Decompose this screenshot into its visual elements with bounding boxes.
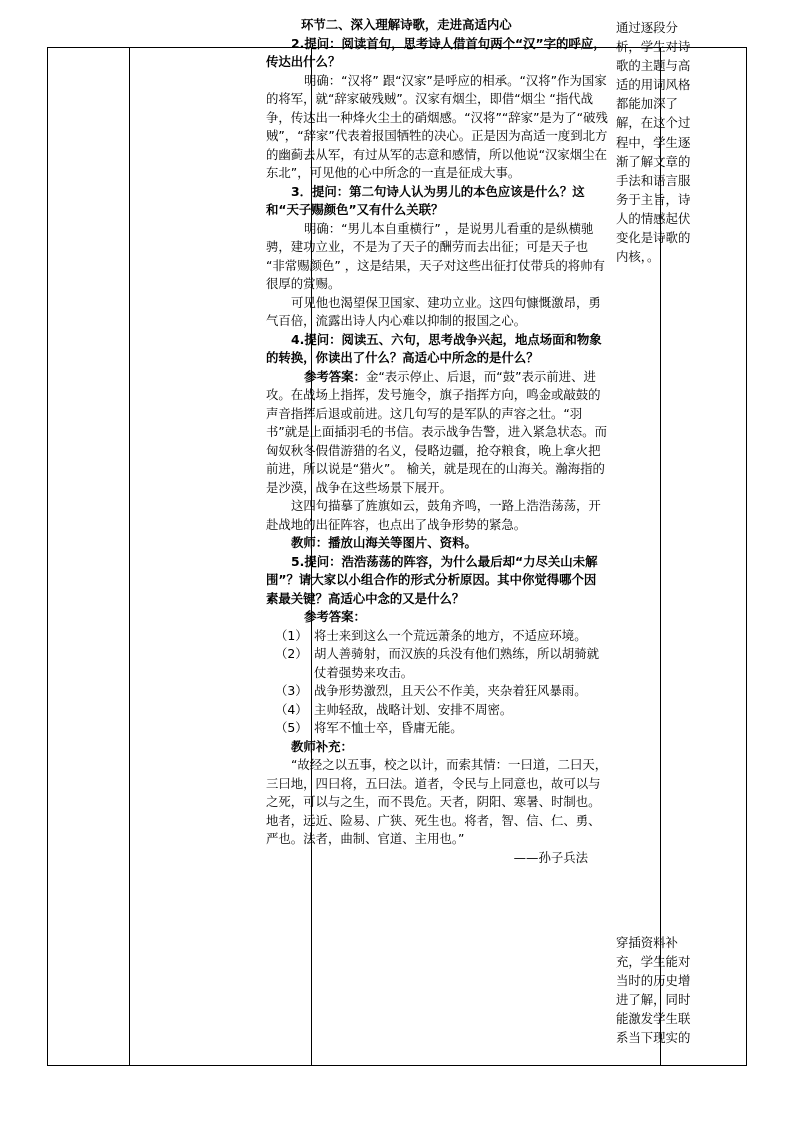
list-item-text: 战争形势激烈，且天公不作美，夹杂着狂风暴雨。 [314, 683, 587, 698]
teaching-content [266, 16, 608, 867]
list-item-number: （1） [275, 627, 308, 643]
supplement-label: 教师补充： [291, 738, 353, 754]
list-item-text: 胡人善骑射，而汉族的兵没有他们熟练，所以胡骑就仗着强势来攻击。 [314, 646, 599, 680]
list-item-number: （2） [275, 646, 308, 661]
question-4: 4.提问：阅读五、六句，思考战争兴起，地点场面和物象的转换，你读出了什么？高适心中所念的是什么？ [266, 331, 602, 365]
answer-5-list [266, 627, 608, 738]
list-item-number: （3） [275, 683, 308, 698]
list-item-number: （4） [275, 701, 308, 717]
design-intent-note-2: 穿插资料补充，学生能对当时的历史增进了解，同时能激发学生联系当下现实的 [616, 935, 691, 1046]
answer-2: 明确：“汉将” 跟“汉家”是呼应的相承。“汉将”作为国家的将军，就“辞家破残贼”。汉家有烟尘，即借“烟尘 “指代战争，传达出一种烽火尘土的硝烟感。“汉将”“辞家”是为了“破残贼”，“辞家”代表着报国牺牲的决心。正是因为高适一度到北方的幽蓟去从军，有过从军的志意和感情，所以他说“汉家烟尘在东北”，可见他的心中所念的一直是征成大事。 [266, 72, 608, 180]
column-divider-1 [129, 48, 130, 1065]
section-heading: 环节二、深入理解诗歌，走进高适内心 [301, 17, 512, 32]
answer-4-text: 金“表示停止、后退，而“鼓”表示前进、进攻。在战场上指挥，发号施令，旗子指挥方向，鸣金或敲鼓的声音指挥后退或前进。这几句写的是军队的声容之壮。“羽书”就是上面插羽毛的书信。表示战争告警，进入紧急状态。而匈奴秋冬假借游猎的名义，侵略边疆，抢夺粮食，晚上拿火把前进，所以说是“猎火”。 榆关，就是现在的山海关。瀚海指的是沙漠，战争在这些场景下展开。 [266, 368, 607, 495]
list-item [266, 627, 608, 646]
list-item-text: 主帅轻敌，战略计划、安排不周密。 [314, 701, 513, 717]
question-2: 2.提问：阅读首句，思考诗人借首句两个“汉”字的呼应，传达出什么？ [266, 35, 606, 69]
quote-source: ——孙子兵法 [513, 849, 588, 865]
list-item [266, 701, 608, 720]
list-item [266, 645, 608, 682]
answer-4-label: 参考答案： [304, 368, 366, 384]
note-4: 这四句描摹了旌旗如云，鼓角齐鸣，一路上浩浩荡荡，开赴战地的出征阵容，也点出了战争形势的紧急。 [266, 498, 601, 532]
list-item [266, 719, 608, 738]
design-intent-note-1: 通过逐段分析，学生对诗歌的主题与高适的用词风格都能加深了解，在这个过程中，学生逐渐了解文章的手法和语言服务于主旨，诗人的情感起伏变化是诗歌的内核，。 [616, 20, 691, 265]
sunzi-quote: “故经之以五事，校之以计，而索其情：一曰道，二曰天，三曰地，四曰将，五曰法。道者，令民与上同意也，故可以与之死，可以与之生，而不畏危。天者，阴阳、寒暑、时制也。地者，远近、险易、广狭、死生也。将者，智、信、仁、勇、严也。法者，曲制、官道、主用也。” [266, 757, 608, 846]
answer-4 [266, 368, 608, 498]
list-item [266, 682, 608, 701]
list-item-number: （5） [275, 720, 308, 735]
answer-5-label: 参考答案： [304, 609, 366, 624]
question-5: 5.提问：浩浩荡荡的阵容，为什么最后却“力尽关山未解围”？请大家以小组合作的形式分析原因。其中你觉得哪个因素最关键？高适心中念的又是什么？ [266, 553, 598, 606]
list-item-text: 将军不恤士卒，昏庸无能。 [314, 720, 463, 735]
answer-3: 明确：“男儿本自重横行” ，是说男儿看重的是纵横驰骋，建功立业，不是为了天子的酬劳而去出征；可是天子也 “非常赐颜色” ，这是结果，天子对这些出征打仗带兵的将帅有很厚的赏赐。 [266, 220, 605, 291]
note-3: 可见他也渴望保卫国家、建功立业。这四句慷慨激昂，勇气百倍，流露出诗人内心难以抑制的报国之心。 [266, 294, 601, 328]
list-item-text: 将士来到这么一个荒远萧条的地方，不适应环境。 [314, 627, 587, 643]
question-3: 3．提问：第二句诗人认为男儿的本色应该是什么？这和“天子赐颜色”又有什么关联？ [266, 183, 585, 217]
teacher-note: 教师：播放山海关等图片、资料。 [291, 535, 477, 550]
